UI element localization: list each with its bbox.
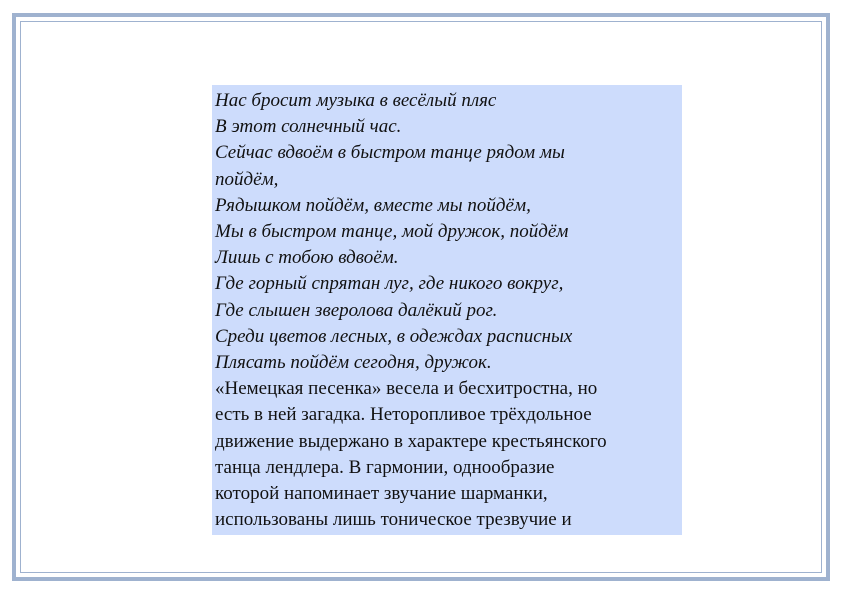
poem-line: Нас бросит музыка в весёлый пляс bbox=[215, 90, 497, 111]
poem-line: Сейчас вдвоём в быстром танце рядом мы bbox=[215, 142, 565, 164]
prose-line: которой напоминает звучание шарманки, bbox=[215, 483, 548, 505]
poem-line: Рядышком пойдём, вместе мы пойдём, bbox=[215, 194, 531, 216]
prose-line: танца лендлера. В гармонии, однообразие bbox=[215, 456, 555, 478]
poem-line: Среди цветов лесных, в одеждах расписных bbox=[215, 325, 573, 347]
poem-line: В этот солнечный час. bbox=[215, 116, 402, 138]
poem-line: Где слышен зверолова далёкий рог. bbox=[215, 299, 498, 321]
poem bbox=[215, 88, 680, 376]
prose-line: движение выдержано в характере крестьянского bbox=[215, 430, 607, 452]
poem-line: Где горный спрятан луг, где никого вокруг, bbox=[215, 273, 564, 295]
poem-line: Лишь с тобою вдвоём. bbox=[215, 247, 399, 269]
prose-line: использованы лишь тоническое трезвучие и bbox=[215, 509, 572, 531]
prose-line: есть в ней загадка. Неторопливое трёхдольное bbox=[215, 404, 592, 426]
poem-line: пойдём, bbox=[215, 168, 279, 190]
prose-line: «Немецкая песенка» весела и бесхитростна, но bbox=[215, 378, 598, 400]
commentary-paragraph bbox=[215, 376, 680, 533]
poem-line: Плясать пойдём сегодня, дружок. bbox=[215, 352, 492, 374]
poem-line: Мы в быстром танце, мой дружок, пойдём bbox=[215, 221, 569, 243]
highlighted-text-block bbox=[212, 85, 682, 535]
